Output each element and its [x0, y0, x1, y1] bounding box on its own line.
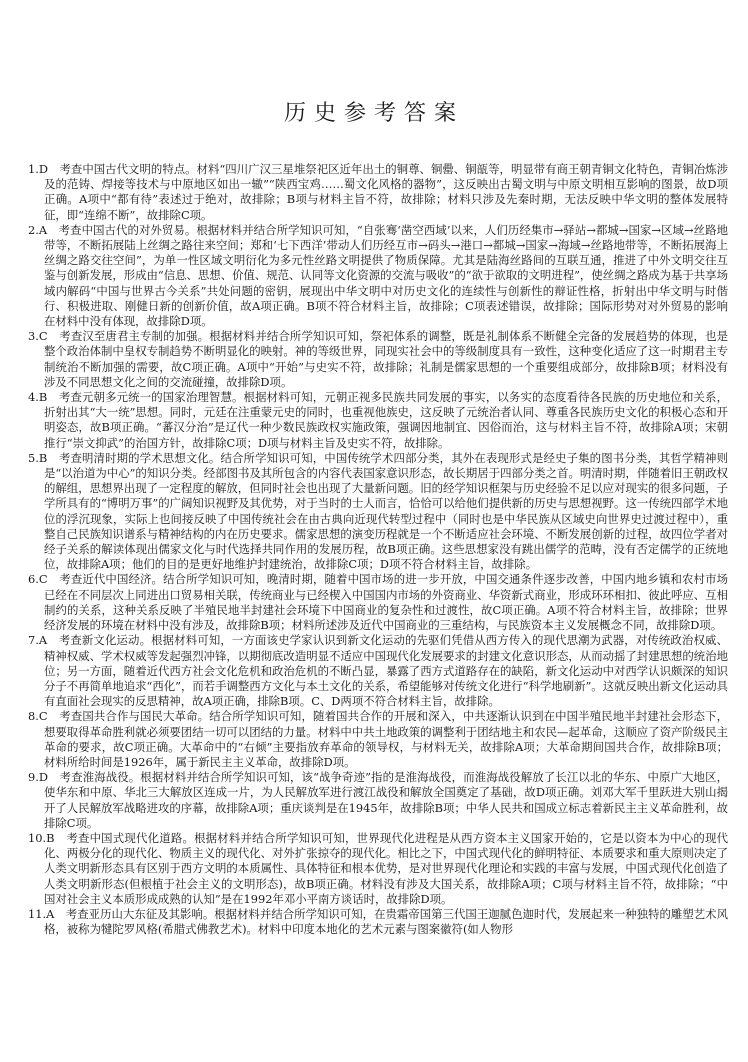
page-title: 历史参考答案: [283, 101, 464, 126]
answer-list: [28, 162, 728, 937]
answer-explanation: 考查淮海战役。根据材料并结合所学知识可知，该“战争奇迹”指的是淮海战役，而淮海战役解放了长江以北的华东、中原广大地区，使华东和中原、华北三大解放区连成一片，为人民解放军进行渡江战役和解放全国奠定了基础，故D项正确。刘邓大军千里跃进大别山揭开了人民解放军战略进攻的序幕，故排除A项；重庆谈判是在1945年，故排除B项；中华人民共和国成立标志着新民主主义革命胜利，故排除C项。: [44, 770, 728, 830]
answer-item: 9.D 考查淮海战役。根据材料并结合所学知识可知，该“战争奇迹”指的是淮海战役，而淮海战役解放了长江以北的华东、中原广大地区，使华东和中原、华北三大解放区连成一片，为人民解放军进行渡江战役和解放全国奠定了基础，故D项正确。刘邓大军千里跃进大别山揭开了人民解放军战略进攻的序幕，故排除A项；重庆谈判是在1945年，故排除B项；中华人民共和国成立标志着新民主主义革命胜利，故排除C项。: [28, 770, 728, 830]
answer-explanation: 考查近代中国经济。结合所学知识可知，晚清时期，随着中国市场的进一步开放，中国交通条件逐步改善，中国内地乡镇和农村市场已经在不同层次上同进出口贸易相关联，传统商业与已经楔入中国国内市场的外资商业、华资新式商业，形成环环相扣、彼此呼应、互相制约的关系，这种关系反映了半殖民地半封建社会环境下中国商业的复杂性和过渡性，故C项正确。A项不符合材料主旨，故排除；世界经济发展的环境在材料中没有涉及，故排除B项；材料所述涉及近代中国商业的三重结构，与民族资本主义发展概念不同，故排除D项。: [44, 572, 728, 633]
answer-explanation: 考查明清时期的学术思想文化。结合所学知识可知，中国传统学术四部分类，其外在表现形式是经史子集的图书分类，其哲学精神则是“以治道为中心”的知识分类。经部图书及其所包含的内容代表国家意识形态，故长期居于四部分类之首。明清时期，伴随着旧王朝政权的解组，思想界出现了一定程度的解放，但同时社会也出现了大量新问题。旧的经学知识框架与历史经验不足以应对现实的很多问题，子学所具有的“博明万事”的广阔知识视野及其优势，对于当时的士人而言，恰恰可以给他们提供新的历史与思想视野。这一传统四部学术地位的浮沉现象，实际上也间接反映了中国传统社会在由古典向近现代转型过程中（同时也是中华民族从区域史向世界史过渡过程中），重整自己民族知识谱系与精神结构的内在历史要求。儒家思想的演变历程就是一个不断适应社会环境、不断发展创新的过程，故四位学者对经子关系的解读体现出儒家文化与时代选择共同作用的发展历程，故B项正确。这些思想家没有跳出儒学的范畴，没有否定儒学的正统地位，故排除A项；他们的目的是更好地维护封建统治，故排除C项；D项不符合材料主旨，故排除。: [44, 450, 728, 572]
answer-item: 2.A 考查中国古代的对外贸易。根据材料并结合所学知识可知，“自张骞‘凿空西域’以来，人们历经集市→驿站→都城→国家→区域→丝路地带等，不断拓展陆上丝绸之路往来空间；郑和‘七下西洋’带动人们历经互市→码头→港口→都城→国家→海域→丝路地带等，不断拓展海上丝绸之路交往空间”，为单一性区域文明衍化为多元性丝路文明提供了物质保障。尤其是陆海丝路间的互联互通，推进了中外文明交往互鉴与创新发展，形成由“信息、思想、价值、规范、认同等文化资源的交流与吸收”的“欲于欲取的文明进程”，使丝绸之路成为基于共享场域内解码“中国与世界古今关系”共处问题的密钥，展现出中华文明中对历史文化的连续性与创新性的辩证性格，折射出中华文明与时偕行、积极进取、刚健日新的创新价值，故A项正确。B项不符合材料主旨，故排除；C项表述错误，故排除；国际形势对对外贸易的影响在材料中没有体现，故排除D项。: [28, 222, 728, 329]
answer-item: 10.B 考查中国式现代化道路。根据材料并结合所学知识可知，世界现代化进程是从西方资本主义国家开始的，它是以资本为中心的现代化、两极分化的现代化、物质主义的现代化、对外扩张掠夺的现代化。相比之下，中国式现代化的鲜明特征、本质要求和重大原则决定了人类文明新形态具有区别于西方文明的本质属性、具体特征和根本优势，是对世界现代化理论和实践的丰富与发展，中国式现代化创造了人类文明新形态(但根植于社会主义的文明形态)，故B项正确。材料没有涉及大国关系，故排除A项；C项与材料主旨不符，故排除；“中国对社会主义本质形成成熟的认知”是在1992年邓小平南方谈话时，故排除D项。: [28, 830, 728, 906]
answer-number: 6: [28, 572, 36, 587]
answer-letter: C: [38, 572, 48, 587]
answer-letter: C: [38, 709, 48, 724]
answer-explanation: 考查中国古代的对外贸易。根据材料并结合所学知识可知，“自张骞‘凿空西域’以来，人们历经集市→驿站→都城→国家→区域→丝路地带等，不断拓展陆上丝绸之路往来空间；郑和‘七下西洋’带动人们历经互市→码头→港口→都城→国家→海域→丝路地带等，不断拓展海上丝绸之路交往空间”，为单一性区域文明衍化为多元性丝路文明提供了物质保障。尤其是陆海丝路间的互联互通，推进了中外文明交往互鉴与创新发展，形成由“信息、思想、价值、规范、认同等文化资源的交流与吸收”的“欲于欲取的文明进程”，使丝绸之路成为基于共享场域内解码“中国与世界古今关系”共处问题的密钥，展现出中华文明中对历史文化的连续性与创新性的辩证性格，折射出中华文明与时偕行、积极进取、刚健日新的创新价值，故A项正确。B项不符合材料主旨，故排除；C项表述错误，故排除；国际形势对对外贸易的影响在材料中没有体现，故排除D项。: [44, 222, 728, 329]
answer-item: 11.A 考查亚历山大东征及其影响。根据材料并结合所学知识可知，在贵霜帝国第三代国王迦腻色迦时代，发展起来一种独特的雕塑艺术风格，被称为犍陀罗风格(希腊式佛教艺术)。材料中印度本地化的艺术元素与图案徽符(如人物形: [28, 906, 728, 937]
answer-item: 5.B 考查明清时期的学术思想文化。结合所学知识可知，中国传统学术四部分类，其外在表现形式是经史子集的图书分类，其哲学精神则是“以治道为中心”的知识分类。经部图书及其所包含的内容代表国家意识形态，故长期居于四部分类之首。明清时期，伴随着旧王朝政权的解组，思想界出现了一定程度的解放，但同时社会也出现了大量新问题。旧的经学知识框架与历史经验不足以应对现实的很多问题，子学所具有的“博明万事”的广阔知识视野及其优势，对于当时的士人而言，恰恰可以给他们提供新的历史与思想视野。这一传统四部学术地位的浮沉现象，实际上也间接反映了中国传统社会在由古典向近现代转型过程中（同时也是中华民族从区域史向世界史过渡过程中），重整自己民族知识谱系与精神结构的内在历史要求。儒家思想的演变历程就是一个不断适应社会环境、不断发展创新的过程，故四位学者对经子关系的解读体现出儒家文化与时代选择共同作用的发展历程，故B项正确。这些思想家没有跳出儒学的范畴，没有否定儒学的正统地位，故排除A项；他们的目的是更好地维护封建统治，故排除C项；D项不符合材料主旨，故排除。: [28, 450, 728, 572]
answer-explanation: 考查国共合作与国民大革命。结合所学知识可知，随着国共合作的开展和深入，中共逐渐认识到在中国半殖民地半封建社会形态下，想要取得革命胜利就必须要团结一切可以团结的力量。材料中中共土地政策的调整利于团结地主和农民—起革命，这顺应了资产阶级民主革命的要求，故C项正确。大革命中的“右倾”主要指放弃革命的领导权，与材料无关，故排除A项；大革命期间国共合作，故排除B项；材料所给时间是1926年，属于新民主主义革命，故排除D项。: [44, 709, 728, 769]
answer-explanation: 考查中国式现代化道路。根据材料并结合所学知识可知，世界现代化进程是从西方资本主义国家开始的，它是以资本为中心的现代化、两极分化的现代化、物质主义的现代化、对外扩张掠夺的现代化。相比之下，中国式现代化的鲜明特征、本质要求和重大原则决定了人类文明新形态具有区别于西方文明的本质属性、具体特征和根本优势，是对世界现代化理论和实践的丰富与发展，中国式现代化创造了人类文明新形态(但根植于社会主义的文明形态)，故B项正确。材料没有涉及大国关系，故排除A项；C项与材料主旨不符，故排除；“中国对社会主义本质形成成熟的认知”是在1992年邓小平南方谈话时，故排除D项。: [44, 830, 728, 906]
answer-number: 2: [28, 222, 36, 237]
answer-letter: A: [46, 906, 55, 921]
answer-letter: A: [38, 222, 48, 237]
answer-item: 8.C 考查国共合作与国民大革命。结合所学知识可知，随着国共合作的开展和深入，中共逐渐认识到在中国半殖民地半封建社会形态下，想要取得革命胜利就必须要团结一切可以团结的力量。材料中中共土地政策的调整利于团结地主和农民—起革命，这顺应了资产阶级民主革命的要求，故C项正确。大革命中的“右倾”主要指放弃革命的领导权，与材料无关，故排除A项；大革命期间国共合作，故排除B项；材料所给时间是1926年，属于新民主主义革命，故排除D项。: [28, 709, 728, 769]
answer-item: 3.C 考查汉至唐君主专制的加强。根据材料并结合所学知识可知，祭祀体系的调整，既是礼制体系不断健全完备的发展趋势的体现，也是整个政治体制中皇权专制趋势不断明显化的映射。神的等级世界，同现实社会中的等级制度具有一致性，这种变化适应了这一时期君主专制统治不断加强的需要，故C项正确。A项中“开始”与史实不符，故排除；礼制是儒家思想的一个重要组成部分，故排除B项；材料没有涉及不同思想文化之间的交流碰撞，故排除D项。: [28, 329, 728, 389]
answer-explanation: 考查中国古代文明的特点。材料“四川广汉三星堆祭祀区近年出土的铜尊、铜罍、铜瓿等，明显带有商王朝青铜文化特色，青铜冶炼涉及的范铸、焊接等技术与中原地区如出一辙”“陕西宝鸡……蜀文化风格的器物”，这反映出古蜀文明与中原文明相互影响的图景，故D项正确。A项中“都有待”表述过于绝对，故排除；B项与材料主旨不符，故排除；材料只涉及先秦时期，无法反映中华文明的整体发展特征，即“连绵不断”，故排除C项。: [44, 162, 728, 222]
answer-number: 8: [28, 709, 36, 724]
answer-item: 7.A 考查新文化运动。根据材料可知，一方面该史学家认识到新文化运动的先驱们凭借从西方传入的现代思潮为武器，对传统政治权威、精神权威、学术权威等发起强烈冲锋，以期彻底改造明显不适应中国现代化发展要求的封建文化意识形态，从而动摇了封建思想的统治地位；另一方面，随着近代西方社会文化危机和政治危机的不断凸显，暴露了西方式道路存在的缺陷，新文化运动中对西学认识颇深的知识分子不再简单地追求“西化”，而若手调整西方文化与本土文化的关系，希望能够对传统文化进行“科学地刷新”。这就反映出新文化运动具有直面社会现实的反思精神，故A项正确，排除B项。C、D两项不符合材料主旨，故排除。: [28, 633, 728, 709]
answer-explanation: 考查元朝多元统一的国家治理智慧。根据材料可知，元朝正视多民族共同发展的事实，以务实的态度看待各民族的历史地位和关系，折射出其“大一统”思想。同时，元廷在注重蒙元史的同时，也重视他族史，这反映了元统治者认同、尊重各民族历史文化的积极心态和开明姿态，故B项正确。“蕃汉分治”是辽代一种少数民族政权实施政策，强调因地制宜、因俗而治，这与材料主旨不符，故排除A项；宋朝推行“崇文抑武”的治国方针，故排除C项；D项与材料主旨及史实不符，故排除。: [44, 390, 728, 450]
answer-letter: D: [38, 770, 49, 785]
answer-letter: A: [38, 633, 48, 648]
answer-number: 7: [28, 633, 36, 648]
answer-letter: B: [46, 830, 55, 845]
answer-number: 11: [28, 906, 43, 921]
answer-number: 1: [28, 162, 36, 176]
answer-number: 5: [28, 450, 36, 465]
answer-number: 10: [28, 830, 43, 845]
answer-item: 6.C 考查近代中国经济。结合所学知识可知，晚清时期，随着中国市场的进一步开放，中国交通条件逐步改善，中国内地乡镇和农村市场已经在不同层次上同进出口贸易相关联，传统商业与已经楔入中国国内市场的外资商业、华资新式商业，形成环环相扣、彼此呼应、互相制约的关系，这种关系反映了半殖民地半封建社会环境下中国商业的复杂性和过渡性，故C项正确。A项不符合材料主旨，故排除；世界经济发展的环境在材料中没有涉及，故排除B项；材料所述涉及近代中国商业的三重结构，与民族资本主义发展概念不同，故排除D项。: [28, 572, 728, 633]
answer-letter: D: [38, 162, 49, 176]
answer-number: 4: [28, 390, 36, 405]
answer-explanation: 考查汉至唐君主专制的加强。根据材料并结合所学知识可知，祭祀体系的调整，既是礼制体系不断健全完备的发展趋势的体现，也是整个政治体制中皇权专制趋势不断明显化的映射。神的等级世界，同现实社会中的等级制度具有一致性，这种变化适应了这一时期君主专制统治不断加强的需要，故C项正确。A项中“开始”与史实不符，故排除；礼制是儒家思想的一个重要组成部分，故排除B项；材料没有涉及不同思想文化之间的交流碰撞，故排除D项。: [44, 329, 728, 389]
answer-letter: B: [38, 450, 48, 465]
answer-item: 1.D 考查中国古代文明的特点。材料“四川广汉三星堆祭祀区近年出土的铜尊、铜罍、铜瓿等，明显带有商王朝青铜文化特色，青铜冶炼涉及的范铸、焊接等技术与中原地区如出一辙”“陕西宝鸡……蜀文化风格的器物”，这反映出古蜀文明与中原文明相互影响的图景，故D项正确。A项中“都有待”表述过于绝对，故排除；B项与材料主旨不符，故排除；材料只涉及先秦时期，无法反映中华文明的整体发展特征，即“连绵不断”，故排除C项。: [28, 162, 728, 222]
answer-letter: C: [38, 329, 48, 344]
answer-item: 4.B 考查元朝多元统一的国家治理智慧。根据材料可知，元朝正视多民族共同发展的事实，以务实的态度看待各民族的历史地位和关系，折射出其“大一统”思想。同时，元廷在注重蒙元史的同时，也重视他族史，这反映了元统治者认同、尊重各民族历史文化的积极心态和开明姿态，故B项正确。“蕃汉分治”是辽代一种少数民族政权实施政策，强调因地制宜、因俗而治，这与材料主旨不符，故排除A项；宋朝推行“崇文抑武”的治国方针，故排除C项；D项与材料主旨及史实不符，故排除。: [28, 390, 728, 450]
answer-letter: B: [38, 390, 48, 405]
answer-number: 3: [28, 329, 36, 344]
answer-explanation: 考查新文化运动。根据材料可知，一方面该史学家认识到新文化运动的先驱们凭借从西方传入的现代思潮为武器，对传统政治权威、精神权威、学术权威等发起强烈冲锋，以期彻底改造明显不适应中国现代化发展要求的封建文化意识形态，从而动摇了封建思想的统治地位；另一方面，随着近代西方社会文化危机和政治危机的不断凸显，暴露了西方式道路存在的缺陷，新文化运动中对西学认识颇深的知识分子不再简单地追求“西化”，而若手调整西方文化与本土文化的关系，希望能够对传统文化进行“科学地刷新”。这就反映出新文化运动具有直面社会现实的反思精神，故A项正确，排除B项。C、D两项不符合材料主旨，故排除。: [44, 633, 728, 709]
answer-number: 9: [28, 770, 36, 785]
answer-explanation: 考查亚历山大东征及其影响。根据材料并结合所学知识可知，在贵霜帝国第三代国王迦腻色迦时代，发展起来一种独特的雕塑艺术风格，被称为犍陀罗风格(希腊式佛教艺术)。材料中印度本地化的艺术元素与图案徽符(如人物形: [44, 906, 728, 937]
